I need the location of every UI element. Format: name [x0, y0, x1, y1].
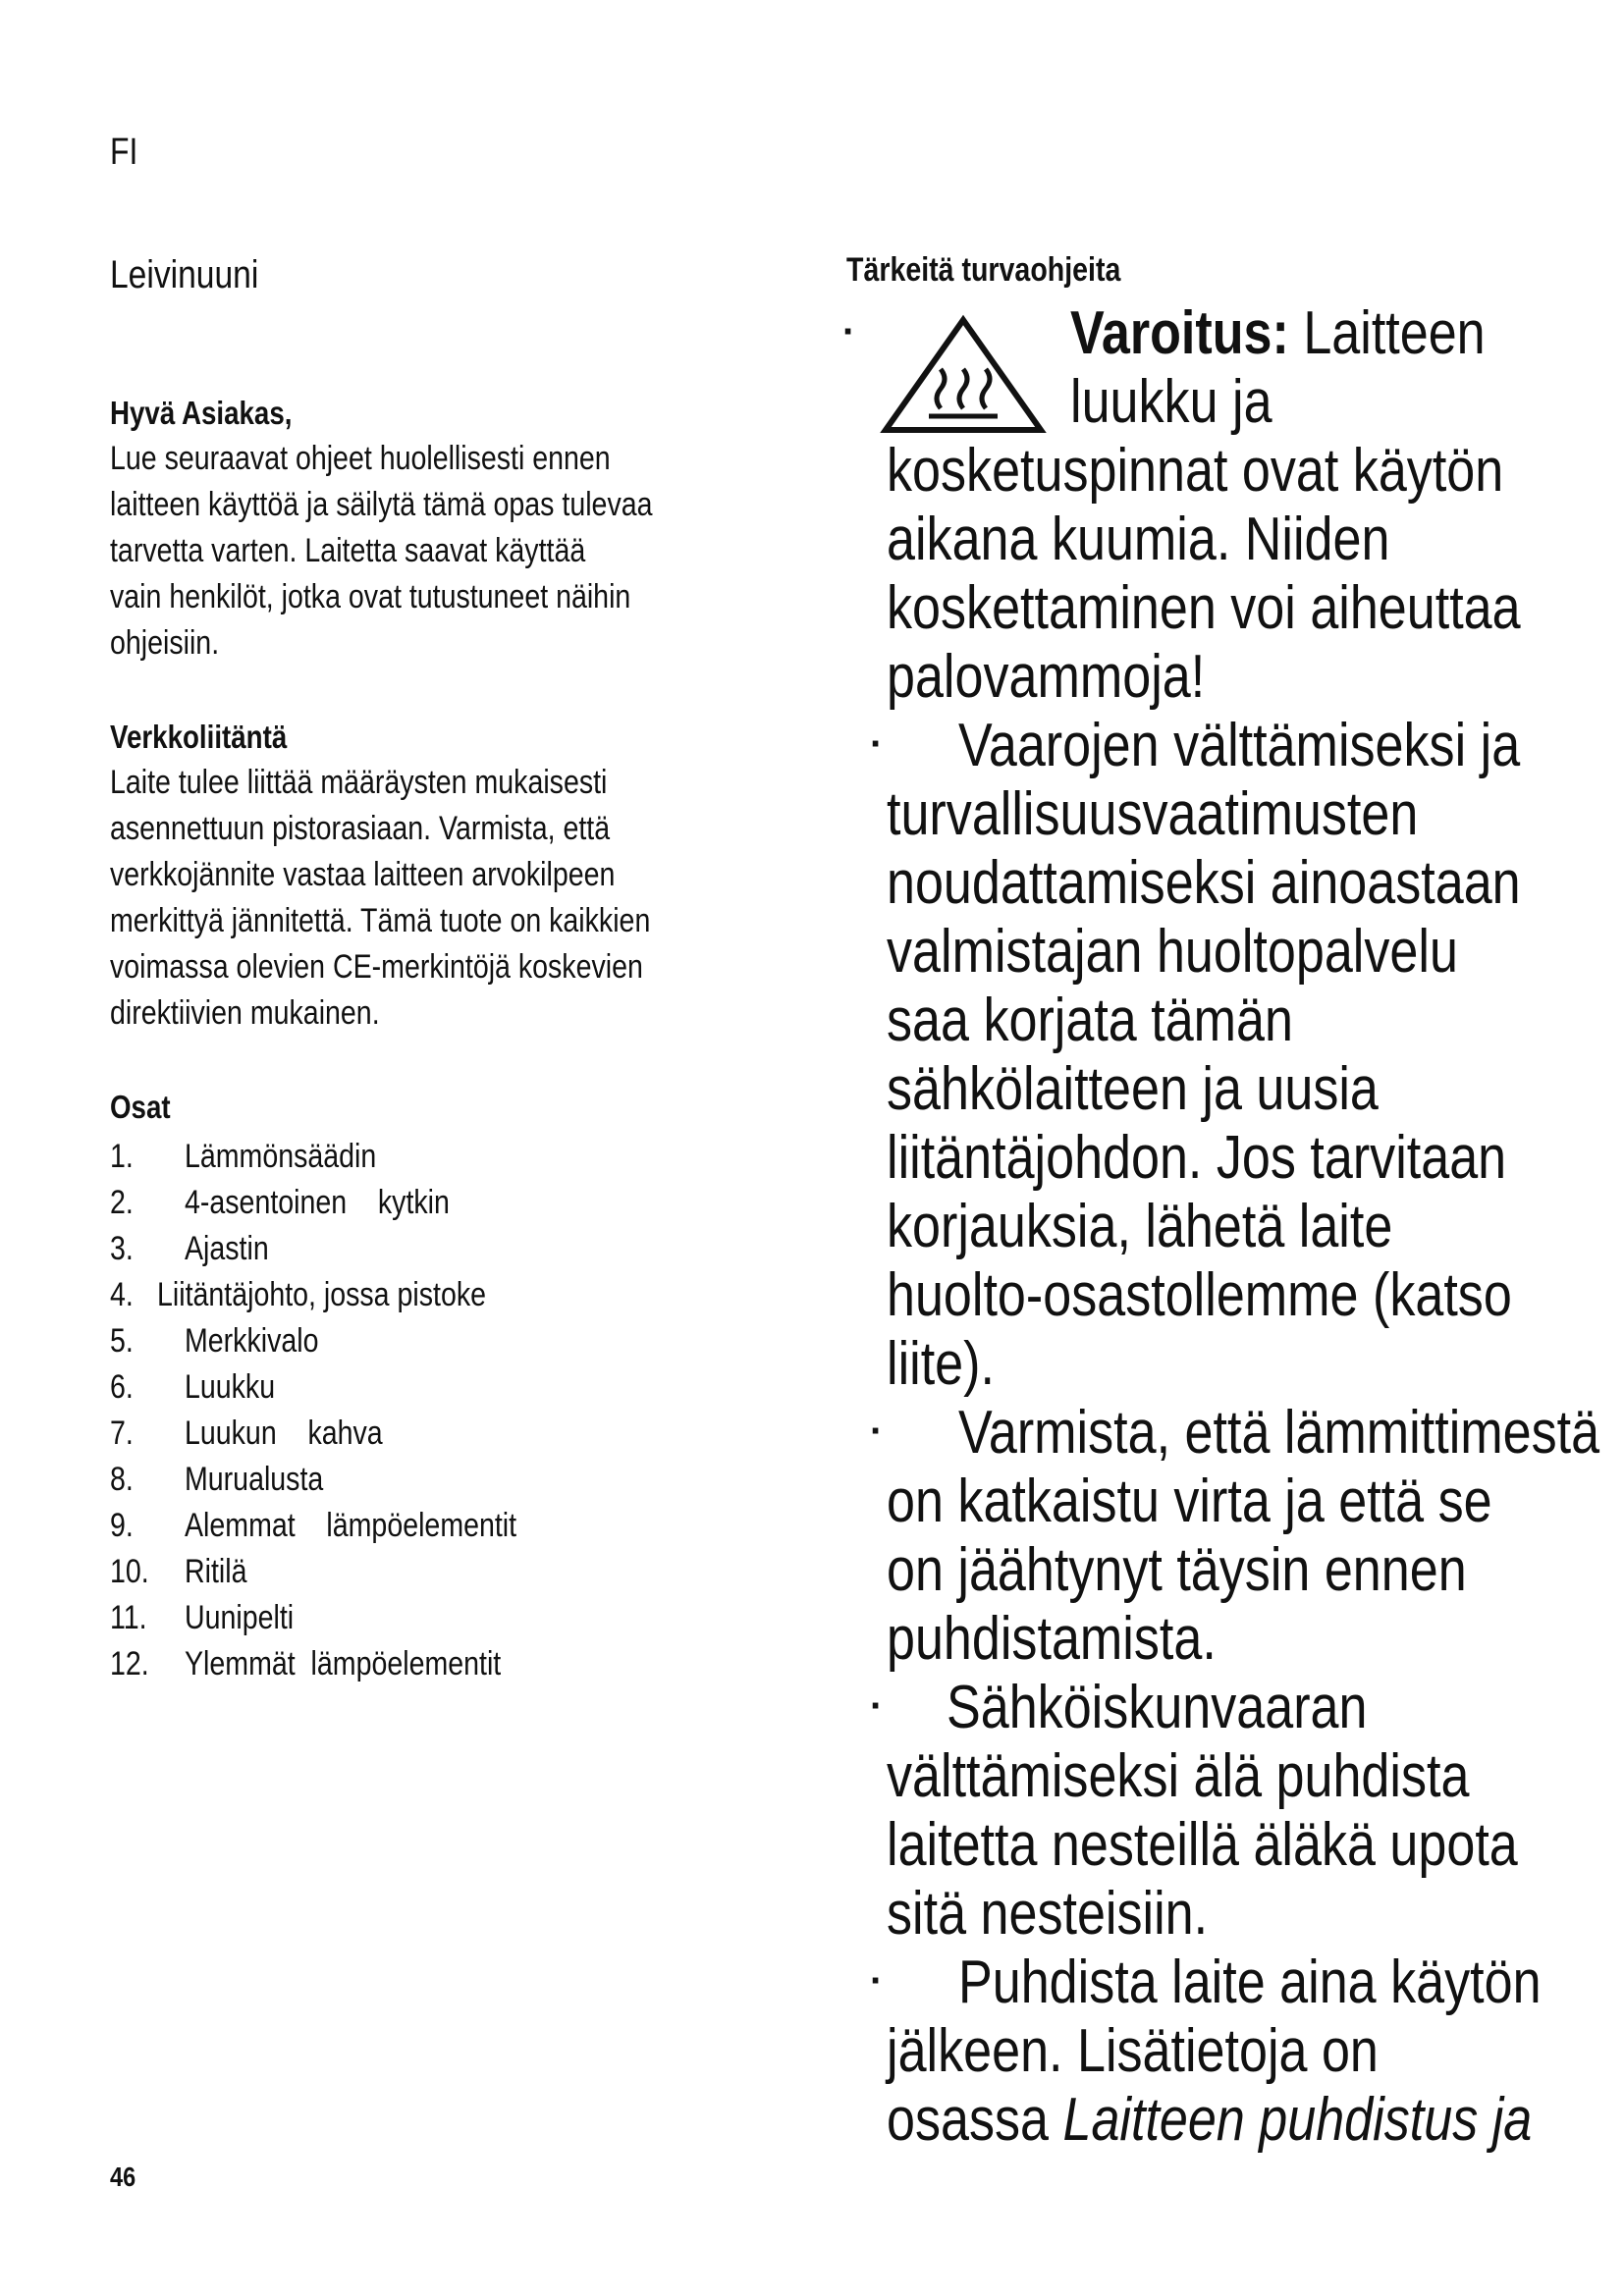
bullet-4-line: sitä nesteisiin. — [887, 1880, 1209, 1948]
bullet-4-line: välttämiseksi älä puhdista — [887, 1742, 1470, 1810]
bullet-2-line: noudattamiseksi ainoastaan — [887, 849, 1521, 917]
bullet-marker: · — [870, 1959, 884, 2002]
warning-first-line — [1070, 299, 1564, 368]
bullet-3-line: on jäähtynyt täysin ennen — [887, 1536, 1467, 1604]
bullet-5-line-plain: osassa — [887, 2086, 1063, 2154]
bullet-2-first-line: Vaarojen välttämiseksi ja — [958, 712, 1521, 779]
bullet-3-line: puhdistamista. — [887, 1605, 1217, 1673]
bullet-marker: · — [870, 722, 884, 766]
bullet-2-line: korjauksia, lähetä laite — [887, 1193, 1393, 1260]
page-number: 46 — [110, 2162, 136, 2192]
safety-instructions-heading: Tärkeitä turvaohjeita — [846, 251, 1121, 289]
document-title: Leivinuuni — [110, 253, 259, 296]
bullet-5-line: jälkeen. Lisätietoja on — [887, 2017, 1379, 2085]
bullet-4-line: laitetta nesteillä äläkä upota — [887, 1811, 1518, 1879]
greeting-heading: Hyvä Asiakas, — [110, 395, 293, 431]
warning-text-line: koskettaminen voi aiheuttaa — [887, 574, 1521, 642]
section-reference: Laitteen puhdistus ja — [1062, 2086, 1533, 2154]
bullet-2-line: saa korjata tämän — [887, 987, 1293, 1054]
bullet-2-line: turvallisuusvaatimusten — [887, 780, 1419, 848]
warning-second-line: luukku ja — [1070, 368, 1272, 436]
parts-heading: Osat — [110, 1089, 171, 1125]
warning-first-line-rest: Laitteen — [1288, 299, 1486, 367]
mains-connection-heading: Verkkoliitäntä — [110, 719, 288, 755]
bullet-2-line: liitäntäjohdon. Jos tarvitaan — [887, 1124, 1507, 1192]
bullet-marker: · — [870, 1410, 884, 1453]
language-code: FI — [110, 132, 138, 173]
bullet-2-line: sähkölaitteen ja uusia — [887, 1055, 1379, 1123]
bullet-marker: · — [842, 310, 856, 353]
warning-text-line: kosketuspinnat ovat käytön — [887, 437, 1504, 505]
bullet-5-line — [887, 2086, 1624, 2155]
bullet-5-first-line: Puhdista laite aina käytön — [958, 1949, 1542, 2016]
bullet-3-first-line: Varmista, että lämmittimestä — [958, 1399, 1600, 1467]
bullet-4-first-line: Sähköiskunvaaran — [947, 1674, 1368, 1741]
warning-text-line: palovammoja! — [887, 643, 1206, 711]
warning-text-line: aikana kuumia. Niiden — [887, 506, 1390, 573]
hot-surface-warning-icon — [880, 314, 1047, 437]
bullet-2-line: valmistajan huoltopalvelu — [887, 918, 1458, 986]
bullet-3-line: on katkaistu virta ja että se — [887, 1468, 1492, 1535]
greeting-text: Lue seuraavat ohjeet huolellisesti ennen laitteen käyttöä ja säilytä tämä opas tulevaa tarvetta varten. Laitetta saavat käyttää vain henkilöt, jotka ovat tutustuneet näihin ohjeisiin. — [110, 440, 653, 662]
bullet-2-line: liite). — [887, 1330, 995, 1398]
mains-connection-text: Laite tulee liittää määräysten mukaisesti asennettuun pistorasiaan. Varmista, että verkkojännite vastaa laitteen arvokilpeen merkittyä jännitettä. Tämä tuote on kaikkien voimassa olevien CE-merkintöjä koskevien direktiivien mukainen. — [110, 764, 651, 1032]
bullet-2-line: huolto-osastollemme (katso — [887, 1261, 1512, 1329]
bullet-marker: · — [870, 1684, 884, 1728]
warning-label: Varoitus: — [1070, 299, 1289, 367]
